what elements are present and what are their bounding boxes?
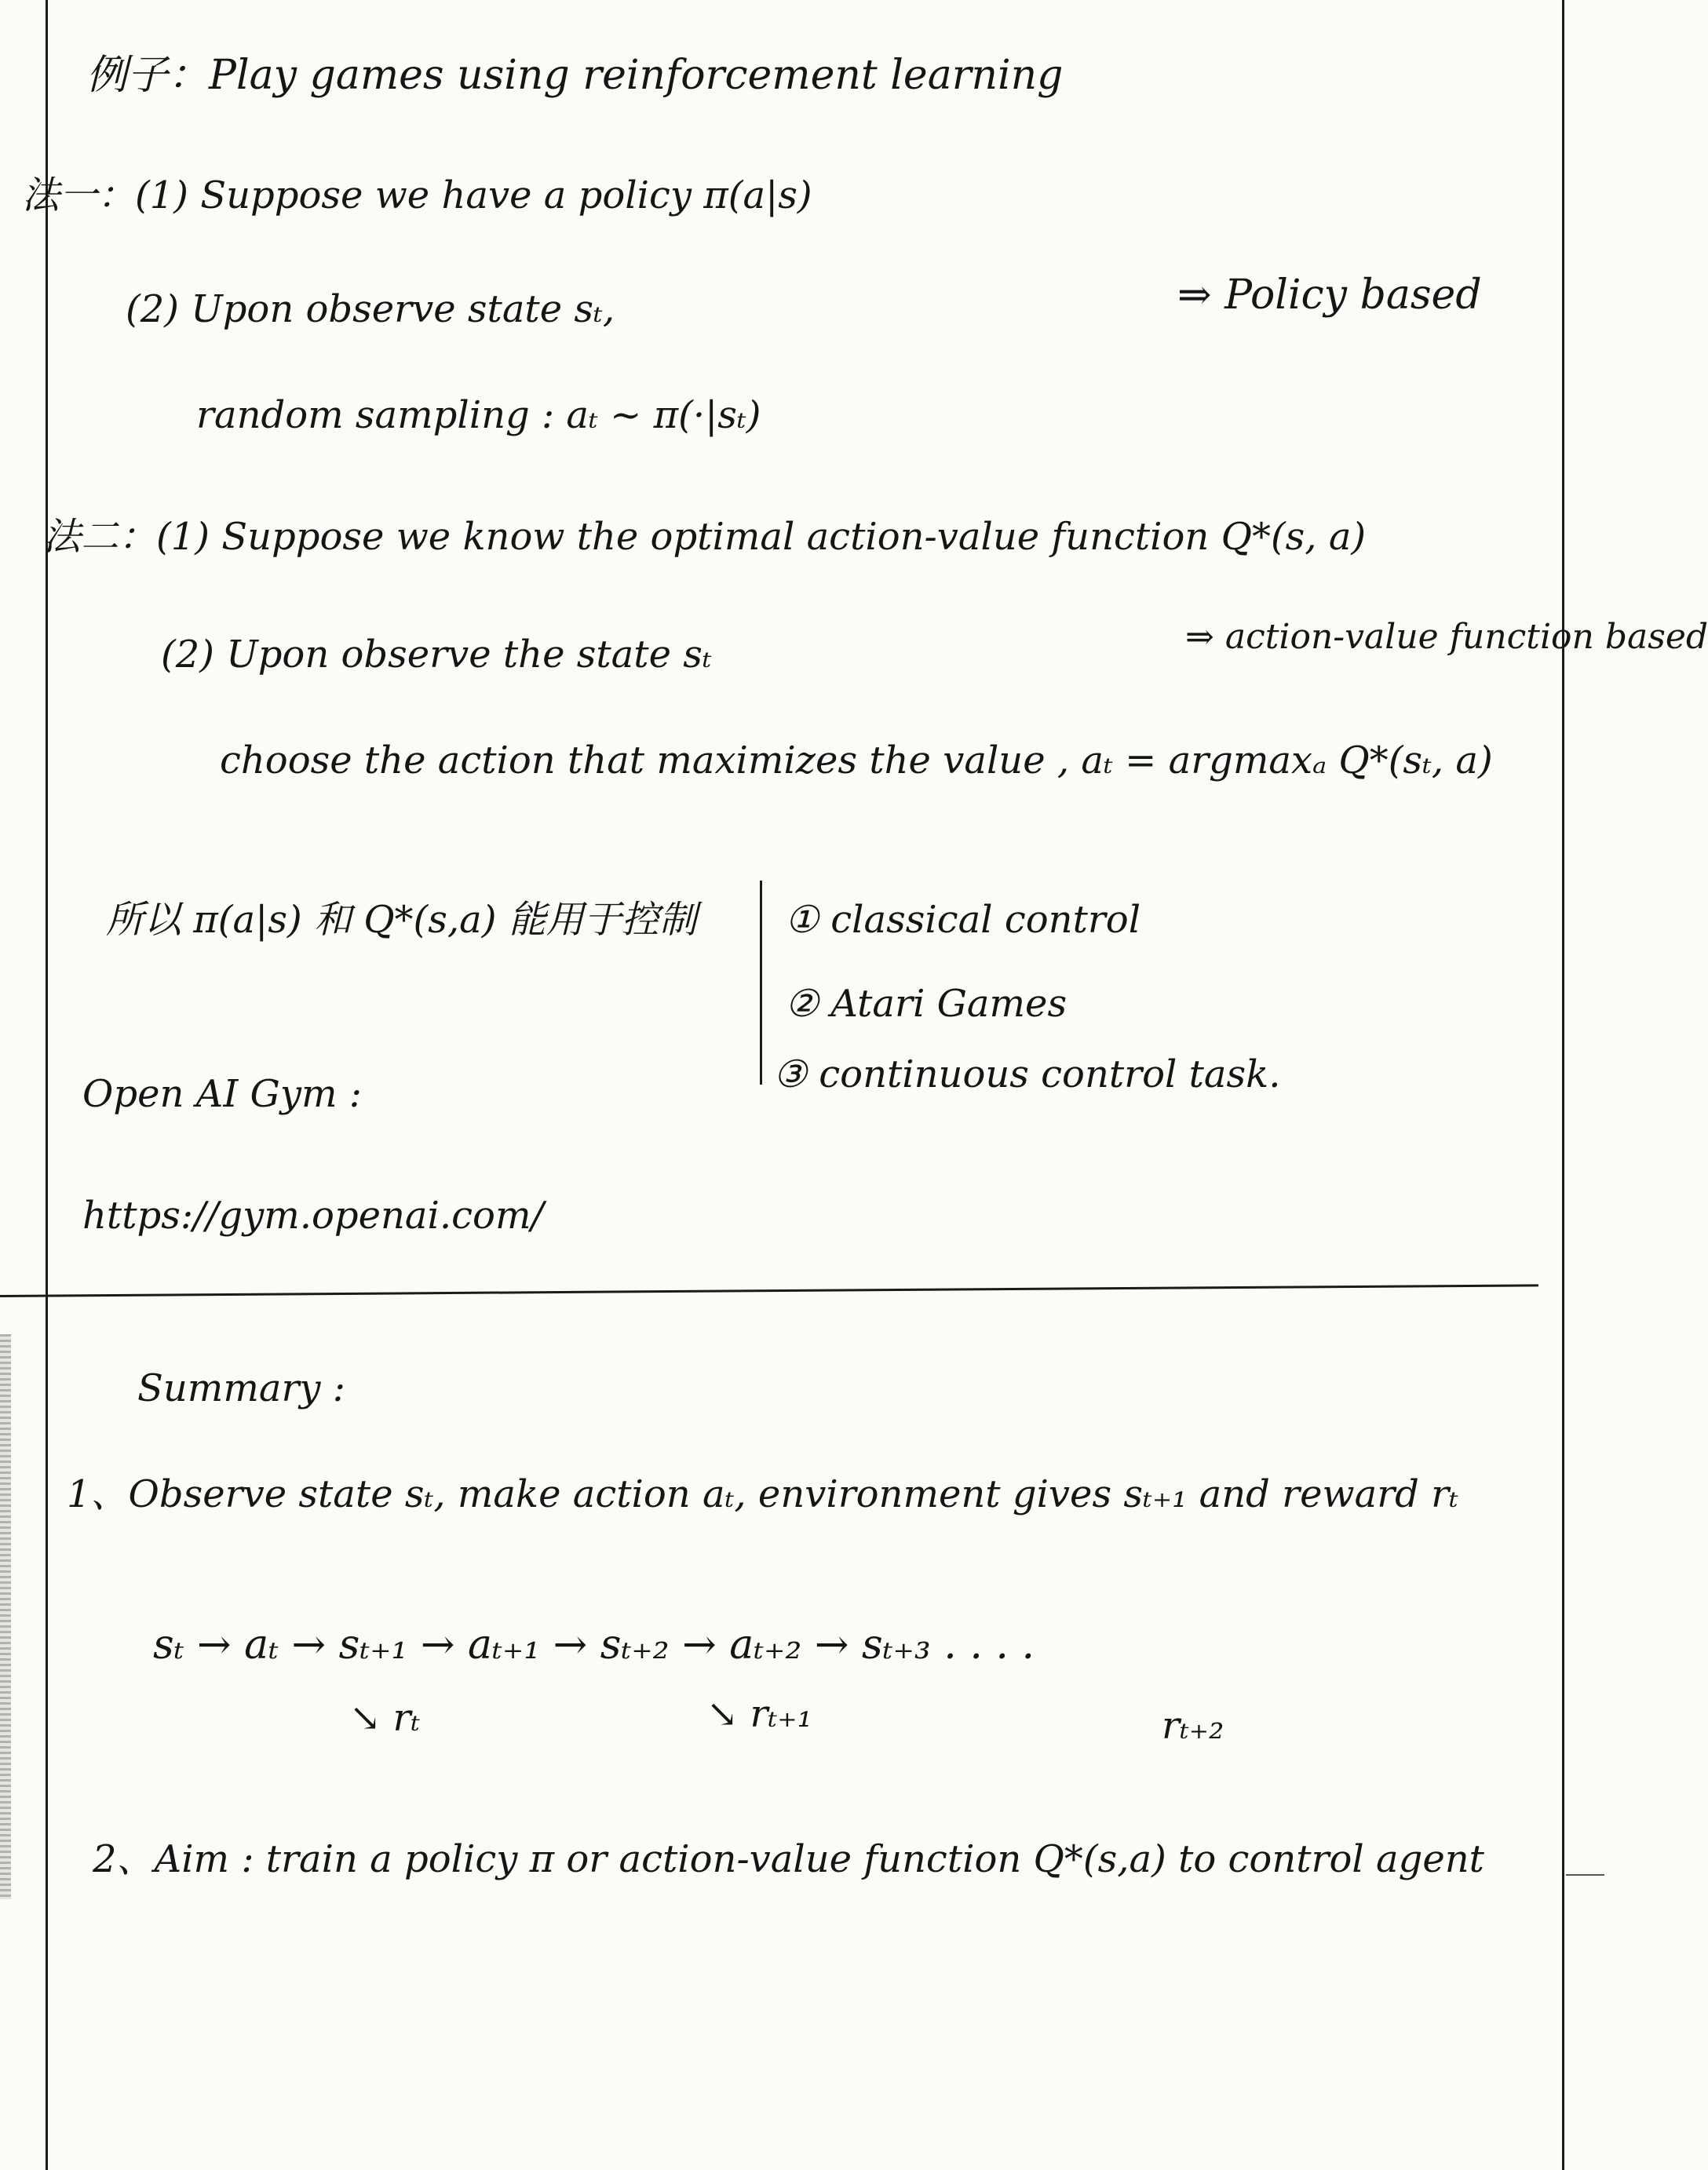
- openai-gym-label: Open AI Gym :: [82, 1072, 362, 1116]
- title-line: 例子：Play games using reinforcement learning: [86, 52, 1064, 99]
- policy-based-note: ⇒ Policy based: [1177, 272, 1482, 319]
- left-margin-line: [46, 0, 48, 2170]
- method-one-line-1: 法一：(1) Suppose we have a policy π(a|s): [22, 173, 812, 217]
- summary-point-1: 1、Observe state sₜ, make action aₜ, environment gives sₜ₊₁ and reward rₜ: [67, 1472, 1458, 1516]
- trajectory-sequence: sₜ → aₜ → sₜ₊₁ → aₜ₊₁ → sₜ₊₂ → aₜ₊₂ → sₜ₊₃ . . . .: [153, 1621, 1035, 1669]
- control-item-1: ① classical control: [785, 898, 1141, 942]
- reward-r-t: ↘ rₜ: [349, 1696, 421, 1740]
- scan-edge: [0, 1334, 11, 1899]
- summary-point-2: 2、Aim : train a policy π or action-value function Q*(s,a) to control agent: [93, 1837, 1484, 1881]
- method-two-line-2: (2) Upon observe the state sₜ: [161, 633, 712, 677]
- method-one-line-3: random sampling : aₜ ~ π(·|sₜ): [196, 393, 761, 437]
- control-usage-line: 所以 π(a|s) 和 Q*(s,a) 能用于控制: [106, 898, 697, 942]
- summary-heading: Summary :: [137, 1366, 345, 1410]
- section-divider: [0, 1284, 1538, 1297]
- control-item-2: ② Atari Games: [785, 982, 1068, 1026]
- margin-tick: [1566, 1874, 1604, 1876]
- method-two-line-3: choose the action that maximizes the value , aₜ = argmaxₐ Q*(sₜ, a): [220, 739, 1493, 782]
- method-two-line-1: 法二：(1) Suppose we know the optimal action-value function Q*(s, a): [43, 515, 1367, 559]
- action-value-based-note: ⇒ action-value function based: [1185, 617, 1708, 657]
- reward-r-t-plus-1: ↘ rₜ₊₁: [706, 1692, 812, 1736]
- reward-r-t-plus-2: rₜ₊₂: [1162, 1704, 1224, 1748]
- method-one-line-2: (2) Upon observe state sₜ,: [126, 287, 615, 331]
- gym-url: https://gym.openai.com/: [82, 1194, 544, 1238]
- right-margin-line: [1562, 0, 1564, 2170]
- control-item-3: ③ continuous control task.: [773, 1052, 1281, 1096]
- list-brace: [760, 881, 762, 1085]
